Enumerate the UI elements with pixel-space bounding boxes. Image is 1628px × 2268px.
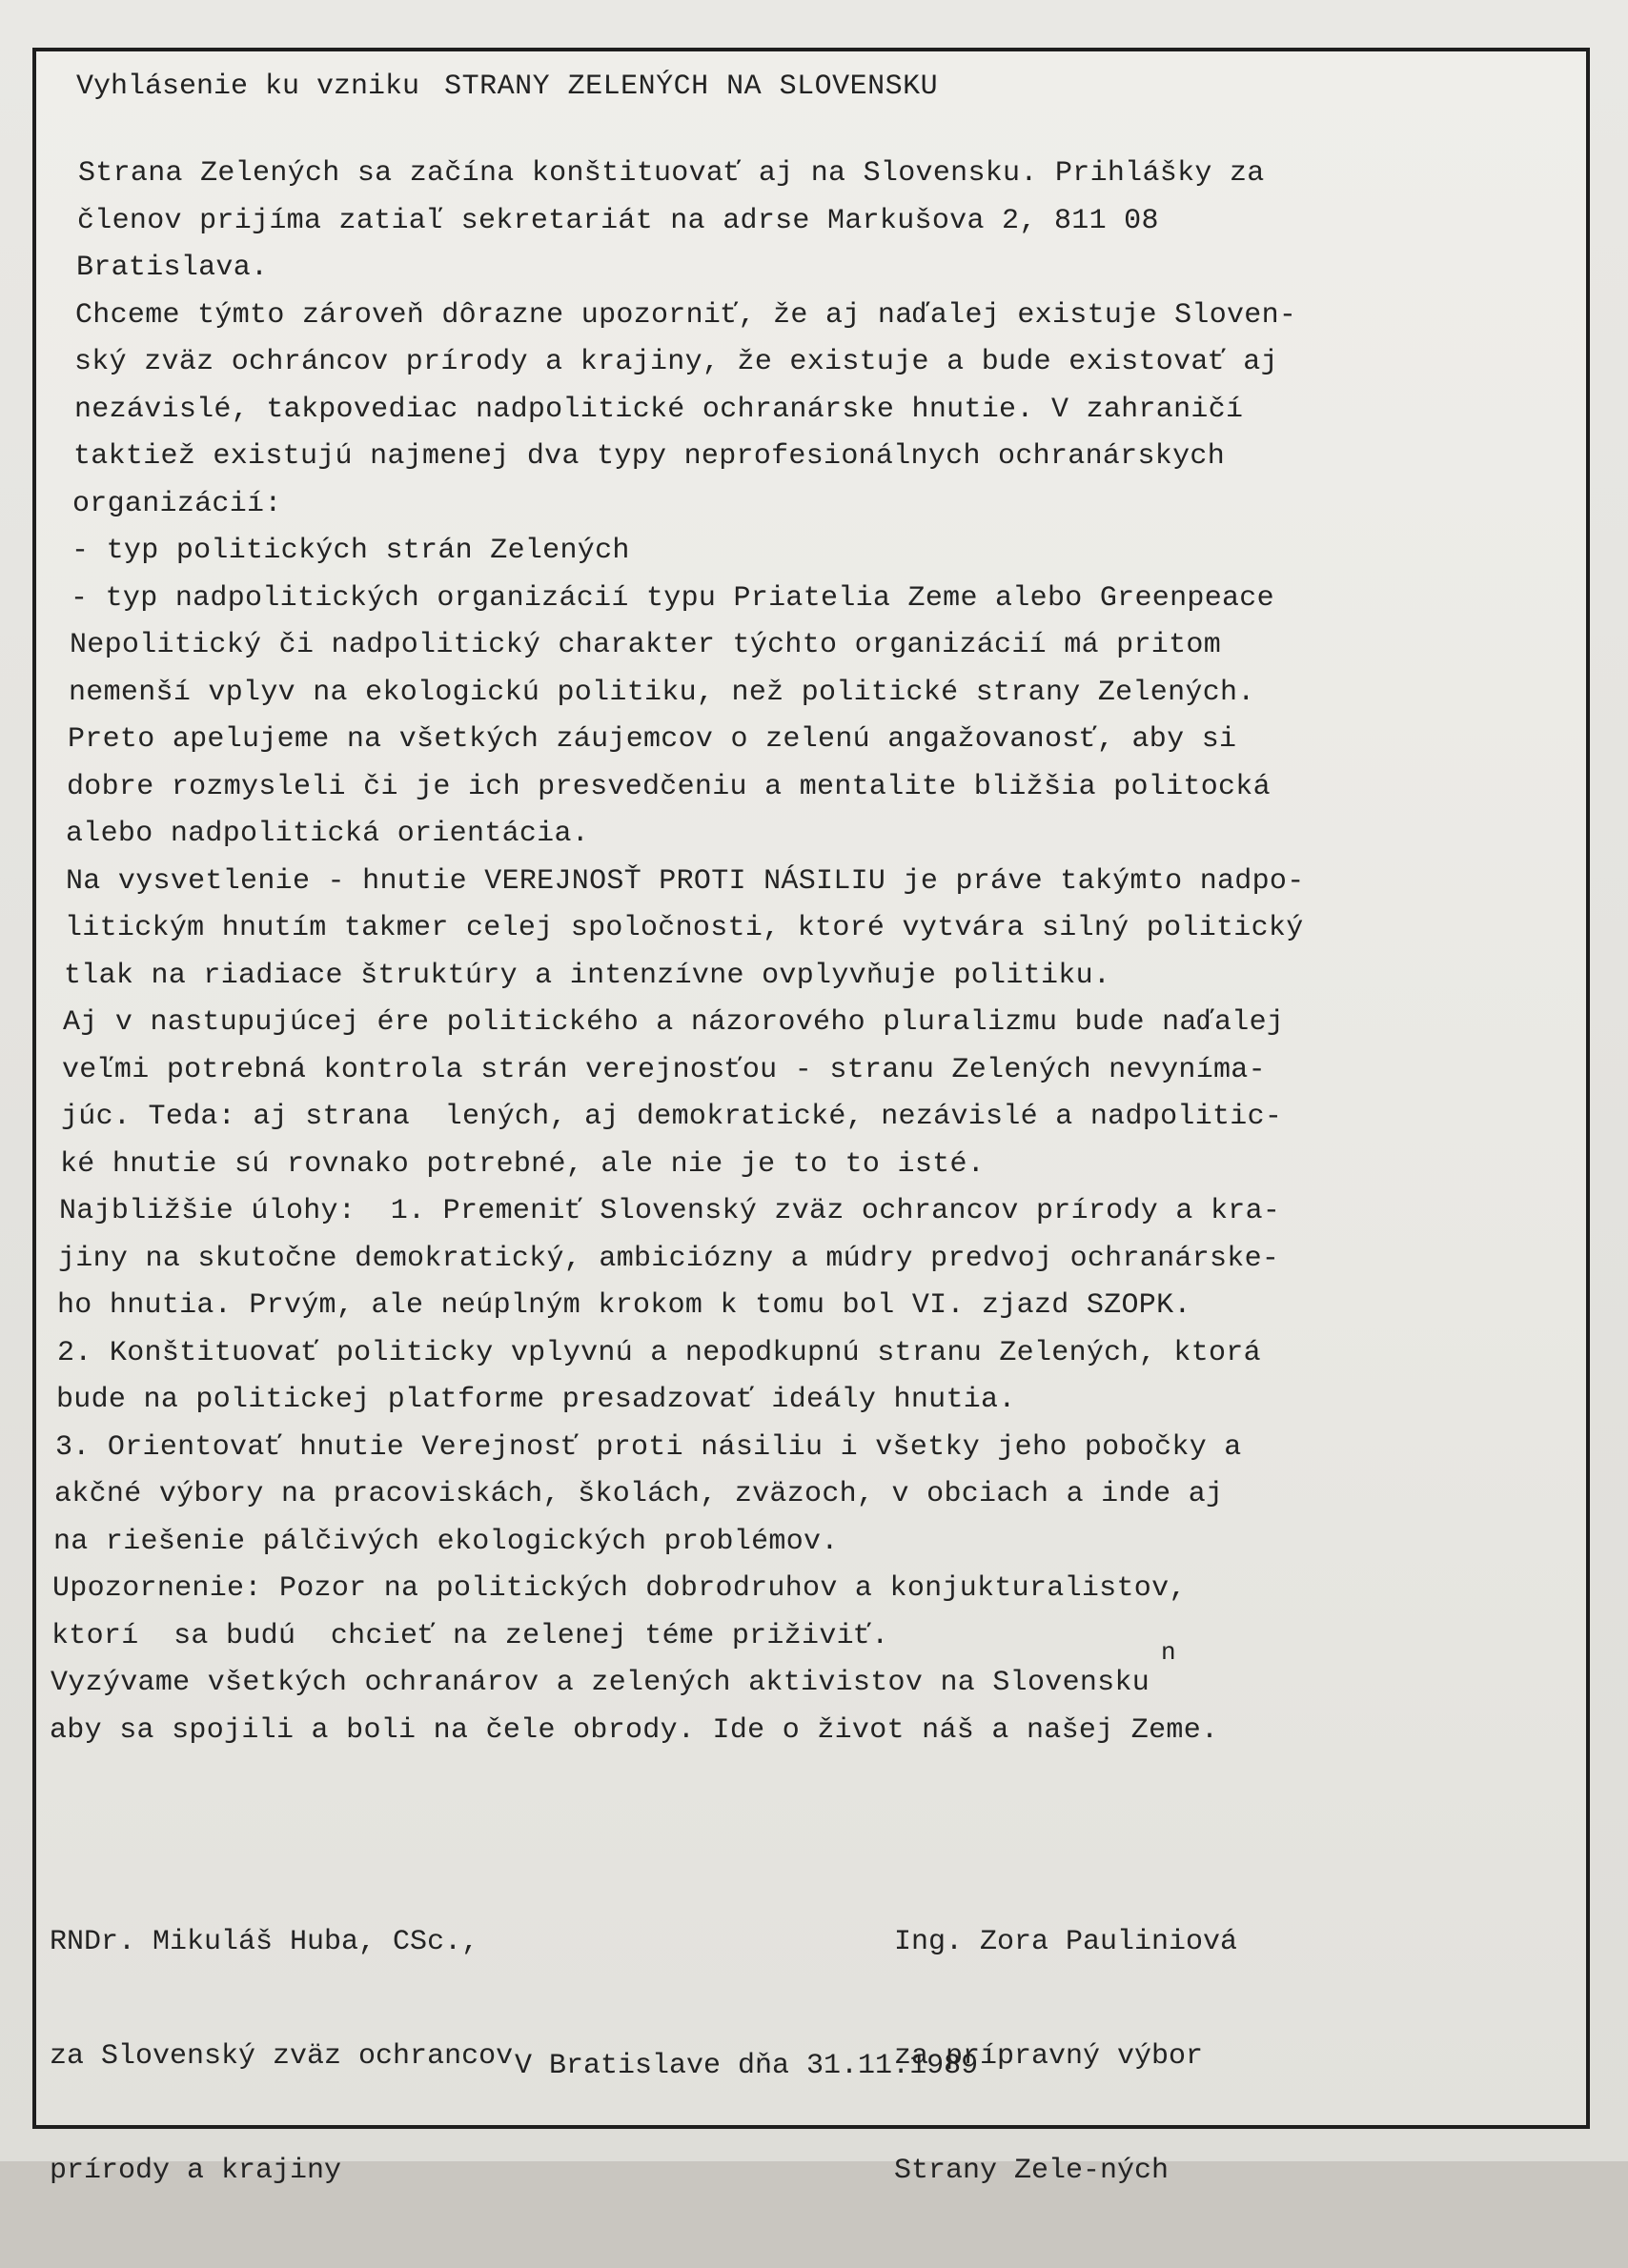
body-line: Bratislava. <box>76 252 269 284</box>
heading-title: STRANY ZELENÝCH NA SLOVENSKU <box>444 71 939 103</box>
body-line: bude na politickej platforme presadzovať ideály hnutia. <box>56 1384 1016 1416</box>
date-line: V Bratislave dňa 31.11.1989 <box>515 2050 979 2082</box>
body-line: alebo nadpolitická orientácia. <box>66 818 590 850</box>
body-line: ho hnutia. Prvým, ale neúplným krokom k tomu bol VI. zjazd SZOPK. <box>57 1289 1191 1322</box>
body-line: dobre rozmysleli či je ich presvedčeniu a mentalite bližšia politocká <box>67 771 1271 803</box>
body-line: aby sa spojili a boli na čele obrody. Ide o život náš a našej Zeme. <box>50 1714 1219 1747</box>
body-line: Chceme týmto zároveň dôrazne upozorniť, že aj naďalej existuje Sloven- <box>75 299 1297 332</box>
body-line: nemenší vplyv na ekologickú politiku, než politické strany Zelených. <box>69 677 1255 709</box>
handwritten-insertion: n <box>1161 1638 1176 1667</box>
body-line: Preto apelujeme na všetkých záujemcov o zelenú angažovanosť, aby si <box>68 723 1237 756</box>
body-line: Najbližšie úlohy: 1. Premeniť Slovenský zväz ochrancov prírody a kra- <box>59 1195 1281 1227</box>
body-line: Upozornenie: Pozor na politických dobrodruhov a konjukturalistov, <box>52 1572 1187 1605</box>
body-line: - typ politických strán Zelených <box>71 535 630 567</box>
body-line: 2. Konštituovať politicky vplyvnú a nepodkupnú stranu Zelených, ktorá <box>57 1337 1261 1369</box>
body-line: akčné výbory na pracoviskách, školách, zväzoch, v obciach a inde aj <box>54 1478 1224 1510</box>
body-line: Aj v nastupujúcej ére politického a názorového pluralizmu bude naďalej <box>63 1006 1285 1039</box>
signature-line: Strany Zele-ných <box>894 2155 1170 2187</box>
document-heading <box>76 69 938 105</box>
body-line: taktiež existujú najmenej dva typy neprofesionálnych ochranárskych <box>73 440 1225 473</box>
body-line: tlak na riadiace štruktúry a intenzívne ovplyvňuje politiku. <box>64 960 1111 992</box>
body-line: ké hnutie sú rovnako potrebné, ale nie je to to isté. <box>60 1148 986 1181</box>
heading-prefix: Vyhlásenie ku vzniku <box>76 71 420 103</box>
signature-line: za prípravný výbor <box>894 2040 1204 2073</box>
body-line: veľmi potrebná kontrola strán verejnosťou - stranu Zelených nevyníma- <box>62 1054 1266 1086</box>
body-line: júc. Teda: aj strana lených, aj demokratické, nezávislé a nadpolitic- <box>61 1101 1283 1133</box>
signature-line: prírody a krajiny <box>50 2155 342 2187</box>
body-line: organizácií: <box>72 488 282 520</box>
body-line: - typ nadpolitických organizácií typu Priatelia Zeme alebo Greenpeace <box>71 582 1274 615</box>
signature-line: Ing. Zora Pauliniová <box>894 1926 1238 1958</box>
signature-left <box>50 1856 513 2268</box>
body-line: ktorí sa budú chcieť na zelenej téme priživiť. <box>51 1620 889 1652</box>
body-line: členov prijíma zatiaľ sekretariát na adrse Markušova 2, 811 08 <box>77 205 1159 237</box>
body-line: Vyzývame všetkých ochranárov a zelených aktivistov na Slovensku <box>51 1667 1150 1699</box>
body-line: Na vysvetlenie - hnutie VEREJNOSŤ PROTI NÁSILIU je práve takýmto nadpo- <box>66 865 1305 898</box>
body-line: Nepolitický či nadpolitický charakter týchto organizácií má pritom <box>70 629 1221 661</box>
body-line: nezávislé, takpovediac nadpolitické ochranárske hnutie. V zahraničí <box>74 394 1244 426</box>
body-line: 3. Orientovať hnutie Verejnosť proti násiliu i všetky jeho pobočky a <box>55 1431 1242 1464</box>
body-line: litickým hnutím takmer celej spoločnosti, ktoré vytvára silný politický <box>65 912 1304 944</box>
signature-line: RNDr. Mikuláš Huba, CSc., <box>50 1926 479 1958</box>
body-line: ský zväz ochráncov prírody a krajiny, že existuje a bude existovať aj <box>74 346 1278 378</box>
signature-line: za Slovenský zväz ochrancov <box>50 2040 514 2073</box>
body-line: na riešenie pálčivých ekologických problémov. <box>53 1526 839 1558</box>
body-line: Strana Zelených sa začína konštituovať aj na Slovensku. Prihlášky za <box>78 157 1265 190</box>
body-line: jiny na skutočne demokratický, ambiciózny a múdry predvoj ochranárske- <box>58 1243 1280 1275</box>
